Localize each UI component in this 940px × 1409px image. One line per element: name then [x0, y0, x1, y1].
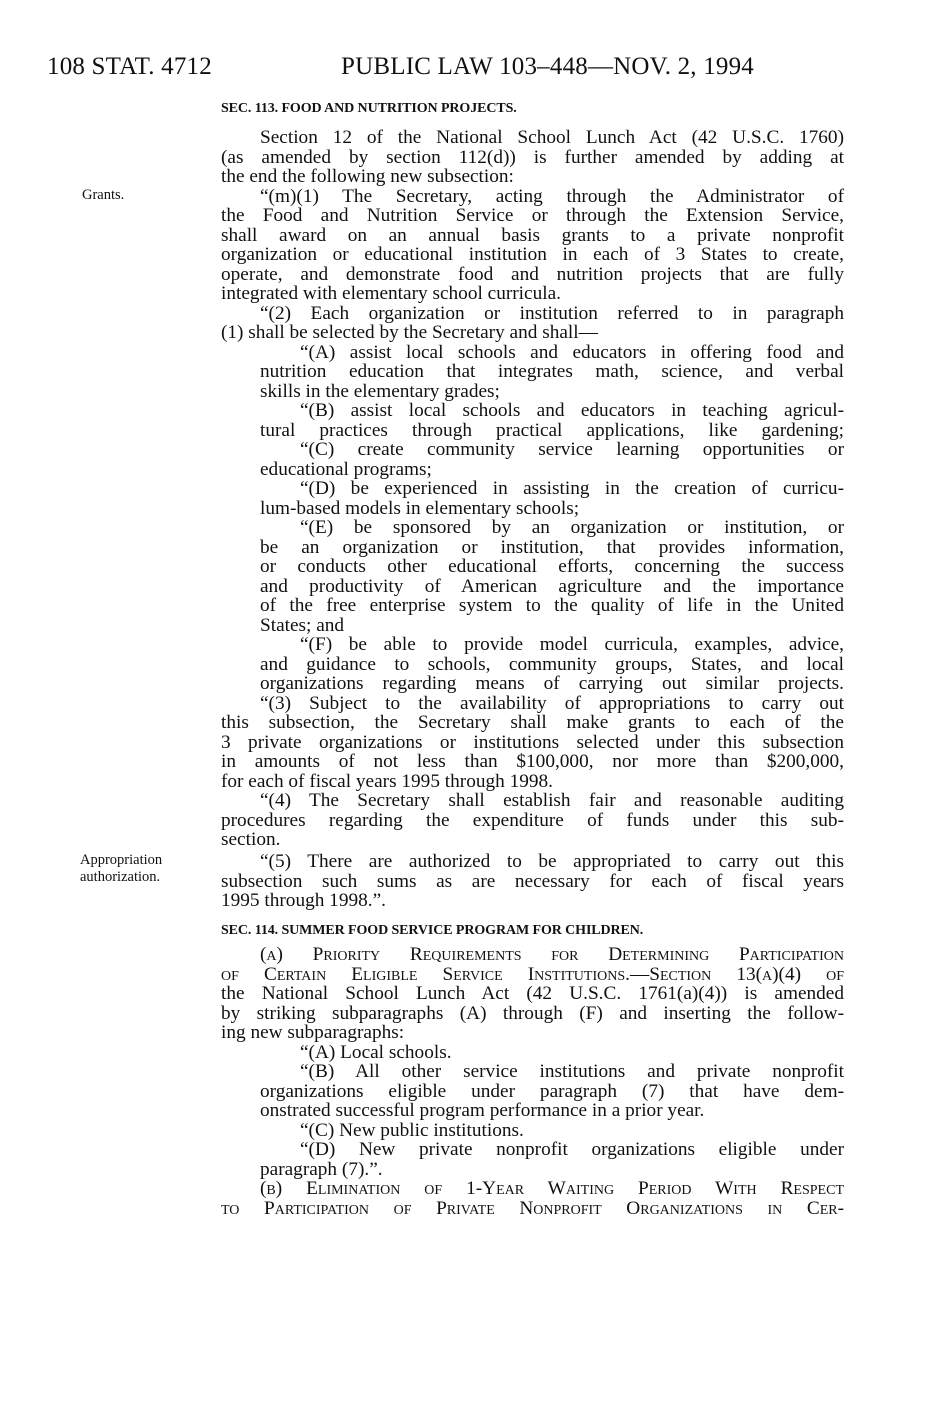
body-line: States; and — [260, 615, 345, 636]
body-line: for each of fiscal years 1995 through 1998. — [221, 771, 553, 792]
body-line: organizations regarding means of carrying out similar projects. — [260, 673, 844, 694]
section-113-heading: SEC. 113. FOOD AND NUTRITION PROJECTS. — [221, 101, 517, 116]
body-line: “(F) be able to provide model curricula, examples, advice, — [300, 634, 844, 655]
body-line: ing new subparagraphs: — [221, 1022, 405, 1043]
body-line: “(C) New public institutions. — [300, 1120, 524, 1141]
body-line: and guidance to schools, community groups, States, and local — [260, 654, 844, 675]
margin-note-appropriation: Appropriation — [80, 852, 163, 868]
body-line: integrated with elementary school curricula. — [221, 283, 561, 304]
body-line: the National School Lunch Act (42 U.S.C. 1761(a)(4)) is amended — [221, 983, 844, 1004]
body-line: “(m)(1) The Secretary, acting through the Administrator of — [260, 186, 844, 207]
body-line: organization or educational institution in each of 3 States to create, — [221, 244, 844, 265]
body-line: skills in the elementary grades; — [260, 381, 500, 402]
body-line: paragraph (7).”. — [260, 1159, 383, 1180]
body-line: shall award on an annual basis grants to a private nonprofit — [221, 225, 844, 246]
body-line: subsection such sums as are necessary for each of fiscal years — [221, 871, 844, 892]
body-line: the Food and Nutrition Service or through the Extension Service, — [221, 205, 844, 226]
body-line: “(5) There are authorized to be appropriated to carry out this — [260, 851, 844, 872]
margin-note-grants: Grants. — [82, 187, 125, 203]
body-line: (1) shall be selected by the Secretary and shall— — [221, 322, 598, 343]
stat-reference: 108 STAT. 4712 — [47, 53, 212, 80]
body-line: “(B) All other service institutions and private nonprofit — [300, 1061, 844, 1082]
body-line: (as amended by section 112(d)) is further amended by adding at — [221, 147, 844, 168]
body-line: section. — [221, 829, 281, 850]
body-line: 1995 through 1998.”. — [221, 890, 386, 911]
body-line: “(A) assist local schools and educators in offering food and — [300, 342, 844, 363]
body-line: “(D) be experienced in assisting in the creation of curricu- — [300, 478, 844, 499]
body-line: procedures regarding the expenditure of funds under this sub- — [221, 810, 844, 831]
body-line: and productivity of American agriculture and the importance — [260, 576, 844, 597]
body-line: “(B) assist local schools and educators in teaching agricul- — [300, 400, 844, 421]
body-line: the end the following new subsection: — [221, 166, 514, 187]
body-line: onstrated successful program performance in a prior year. — [260, 1100, 705, 1121]
body-line: lum-based models in elementary schools; — [260, 498, 580, 519]
body-line: “(E) be sponsored by an organization or institution, or — [300, 517, 844, 538]
body-line: (b) Elimination of 1-Year Waiting Period With Respect — [260, 1178, 844, 1199]
body-line: in amounts of not less than $100,000, nor more than $200,000, — [221, 751, 844, 772]
body-line: “(C) create community service learning opportunities or — [300, 439, 844, 460]
body-line: Section 12 of the National School Lunch Act (42 U.S.C. 1760) — [260, 127, 844, 148]
body-line: “(A) Local schools. — [300, 1042, 452, 1063]
body-line: 3 private organizations or institutions selected under this subsection — [221, 732, 844, 753]
body-line: “(D) New private nonprofit organizations eligible under — [300, 1139, 844, 1160]
section-114-heading: SEC. 114. SUMMER FOOD SERVICE PROGRAM FOR CHILDREN. — [221, 923, 644, 938]
body-line: or conducts other educational efforts, concerning the success — [260, 556, 844, 577]
body-line: this subsection, the Secretary shall make grants to each of the — [221, 712, 844, 733]
body-line: to Participation of Private Nonprofit Organizations in Cer- — [221, 1198, 844, 1219]
public-law-title: PUBLIC LAW 103–448—NOV. 2, 1994 — [341, 53, 755, 80]
body-line: (a) Priority Requirements for Determining Participation — [260, 944, 844, 965]
body-line: operate, and demonstrate food and nutrition projects that are fully — [221, 264, 844, 285]
body-line: “(4) The Secretary shall establish fair and reasonable auditing — [260, 790, 844, 811]
body-line: by striking subparagraphs (A) through (F) and inserting the follow- — [221, 1003, 844, 1024]
body-line: organizations eligible under paragraph (7) that have dem- — [260, 1081, 844, 1102]
body-line: of the free enterprise system to the quality of life in the United — [260, 595, 844, 616]
body-line: “(3) Subject to the availability of appropriations to carry out — [260, 693, 844, 714]
body-line: nutrition education that integrates math, science, and verbal — [260, 361, 844, 382]
body-line: of Certain Eligible Service Institutions.—Section 13(a)(4) of — [221, 964, 844, 985]
body-line: “(2) Each organization or institution referred to in paragraph — [260, 303, 844, 324]
body-line: tural practices through practical applications, like gardening; — [260, 420, 844, 441]
body-line: be an organization or institution, that provides information, — [260, 537, 844, 558]
body-line: educational programs; — [260, 459, 432, 480]
margin-note-authorization: authorization. — [80, 869, 161, 885]
